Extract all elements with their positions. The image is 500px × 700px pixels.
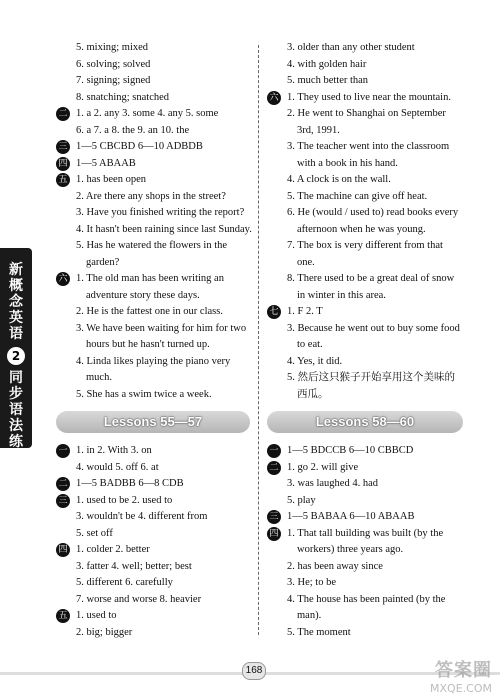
answer-line: [267, 460, 463, 477]
answer-line: [56, 189, 250, 206]
answer-line: [267, 625, 463, 642]
answer-text: garden?: [86, 256, 120, 268]
answer-line: [56, 542, 250, 559]
answer-line: [56, 106, 250, 123]
section-marker: 一: [267, 444, 281, 458]
answer-text: 7. signing; signed: [76, 75, 151, 86]
answer-line: [56, 139, 250, 156]
answer-text: 1. That tall building was built (by the: [287, 527, 444, 539]
answer-text: 3. Because he went out to buy some food: [287, 322, 460, 334]
side-tab-char: 语: [9, 402, 23, 418]
answer-text: 1. They used to live near the mountain.: [287, 91, 451, 103]
answer-text: much.: [86, 372, 112, 383]
answer-text: 5. different 6. carefully: [76, 577, 173, 588]
answer-text: 4. with golden hair: [287, 58, 367, 70]
answer-text: 1—5 CBCBD 6—10 ADBDB: [76, 141, 203, 152]
answer-text: 5. She has a swim twice a week.: [76, 388, 212, 400]
answer-line: [267, 387, 463, 404]
answer-text: 4. Yes, it did.: [287, 355, 343, 367]
answer-text: 1—5 ABAAB: [76, 157, 136, 169]
answer-line: [56, 337, 250, 354]
answer-text: 4. It hasn't been raining since last Sunday.: [76, 223, 252, 235]
answer-line: [267, 73, 463, 90]
section-marker: 三: [56, 140, 70, 154]
answer-line: [56, 625, 250, 642]
answer-line: [56, 271, 250, 288]
answer-line: [267, 443, 463, 460]
answer-line: [56, 172, 250, 189]
answer-text: afternoon when he was young.: [297, 223, 426, 235]
left-column: [56, 40, 250, 641]
answer-line: [56, 57, 250, 74]
answer-text: 3. was laughed 4. had: [287, 478, 378, 489]
answer-text: 1. The old man has been writing an: [76, 273, 224, 284]
answer-line: [56, 526, 250, 543]
answer-text: 1. go 2. will give: [287, 461, 359, 473]
answer-text: 8. There used to be a great deal of snow: [287, 273, 455, 284]
side-tab-char: 念: [9, 294, 23, 310]
answer-line: [56, 288, 250, 305]
right-column: [267, 40, 463, 641]
answer-line: [267, 106, 463, 123]
right-upper-answers: [267, 40, 463, 403]
answer-text: 1—5 BDCCB 6—10 CBBCD: [287, 445, 414, 456]
answer-text: 5. mixing; mixed: [76, 42, 149, 53]
section-marker: 六: [267, 91, 281, 105]
answer-text: 3. The teacher went into the classroom: [287, 141, 450, 152]
answer-line: [267, 222, 463, 239]
answer-text: 3. We have been waiting for him for two: [76, 322, 247, 334]
answer-text: 1. a 2. any 3. some 4. any 5. some: [76, 108, 219, 119]
side-tab-subtitle: [9, 370, 23, 466]
answer-line: [56, 205, 250, 222]
answer-line: [56, 40, 250, 57]
answer-line: [267, 370, 463, 387]
answer-line: [267, 337, 463, 354]
answer-line: [267, 575, 463, 592]
answer-text: 4. would 5. off 6. at: [76, 461, 159, 473]
answer-text: 1. F 2. T: [287, 306, 323, 317]
answer-text: man).: [297, 610, 322, 621]
left-upper-answers: [56, 40, 250, 403]
answer-text: one.: [297, 256, 315, 268]
answer-text: 1. used to be 2. used to: [76, 494, 173, 506]
answer-text: 5. The moment: [287, 626, 351, 638]
answer-text: 6. He (would / used to) read books every: [287, 207, 459, 218]
answer-line: [56, 592, 250, 609]
answer-line: [56, 387, 250, 404]
answer-line: [56, 222, 250, 239]
answer-text: 5. much better than: [287, 75, 369, 86]
answer-text: 3. Have you finished writing the report?: [76, 207, 245, 218]
answer-line: [267, 526, 463, 543]
side-tab-char: 步: [9, 386, 23, 402]
answer-line: [267, 40, 463, 57]
answer-text: 6. a 7. a 8. the 9. an 10. the: [76, 124, 190, 136]
answer-text: 5. The machine can give off heat.: [287, 190, 428, 202]
answer-line: [267, 304, 463, 321]
answer-line: [267, 57, 463, 74]
section-marker: 二: [56, 477, 70, 491]
answer-line: [56, 90, 250, 107]
section-marker: 四: [56, 157, 70, 171]
answer-line: [267, 592, 463, 609]
answer-line: [267, 271, 463, 288]
answer-text: 5. set off: [76, 527, 113, 539]
answer-text: 3. older than any other student: [287, 42, 415, 53]
answer-line: [267, 288, 463, 305]
answer-text: hours but he hasn't turned up.: [86, 339, 210, 350]
section-marker: 五: [56, 609, 70, 623]
answer-text: 西瓜。: [297, 388, 329, 400]
side-tab-char: 习: [9, 450, 23, 466]
answer-line: [56, 123, 250, 140]
answer-text: workers) three years ago.: [297, 544, 404, 555]
answer-text: in winter in this area.: [297, 289, 386, 301]
watermark-top: 答案圈: [435, 660, 492, 681]
section-marker: 一: [56, 444, 70, 458]
left-lower-answers: [56, 443, 250, 641]
answer-line: [267, 509, 463, 526]
answer-text: 3. He; to be: [287, 577, 336, 588]
lessons-58-60-header: Lessons 58—60: [267, 411, 463, 433]
answer-text: 2. He is the fattest one in our class.: [76, 306, 223, 317]
answer-text: 2. Are there any shops in the street?: [76, 190, 226, 202]
answer-line: [267, 189, 463, 206]
section-marker: 三: [56, 494, 70, 508]
column-divider: [258, 45, 259, 635]
answer-line: [56, 559, 250, 576]
answer-text: 1. colder 2. better: [76, 544, 150, 555]
answer-line: [267, 172, 463, 189]
answer-line: [267, 90, 463, 107]
answer-text: 4. The house has been painted (by the: [287, 593, 446, 605]
section-marker: 六: [56, 272, 70, 286]
answer-line: [267, 255, 463, 272]
answer-line: [56, 73, 250, 90]
answer-line: [267, 354, 463, 371]
answer-text: 1. in 2. With 3. on: [76, 445, 152, 456]
answer-line: [56, 443, 250, 460]
answer-text: 1—5 BABAA 6—10 ABAAB: [287, 511, 415, 522]
answer-line: [267, 123, 463, 140]
answer-line: [56, 304, 250, 321]
answer-text: 5. play: [287, 494, 316, 506]
answer-line: [267, 321, 463, 338]
side-tab-char: 语: [9, 326, 23, 342]
answer-line: [56, 354, 250, 371]
answer-text: 1—5 BADBB 6—8 CDB: [76, 478, 184, 489]
answer-line: [56, 460, 250, 477]
side-tab-char: 同: [9, 370, 23, 386]
answer-line: [56, 608, 250, 625]
answer-text: 1. used to: [76, 610, 117, 621]
side-tab-char: 新: [9, 262, 23, 278]
answer-text: 5. Has he watered the flowers in the: [76, 240, 228, 251]
answer-text: 6. solving; solved: [76, 58, 151, 70]
answer-line: [56, 321, 250, 338]
answer-line: [56, 509, 250, 526]
answer-line: [56, 370, 250, 387]
side-tab-char: 练: [9, 434, 23, 450]
answer-text: 2. He went to Shanghai on September: [287, 108, 446, 119]
answer-line: [56, 255, 250, 272]
answer-line: [56, 493, 250, 510]
section-marker: 五: [56, 173, 70, 187]
answer-text: 1. has been open: [76, 174, 146, 185]
side-tab-char: 法: [9, 418, 23, 434]
section-marker: 三: [267, 510, 281, 524]
answer-text: with a book in his hand.: [297, 157, 398, 169]
answer-text: 2. big; bigger: [76, 626, 133, 638]
answer-text: 3. fatter 4. well; better; best: [76, 560, 192, 572]
watermark-logo: [402, 656, 492, 696]
answer-line: [267, 238, 463, 255]
answer-text: 8. snatching; snatched: [76, 91, 170, 103]
answer-line: [267, 205, 463, 222]
side-tab-char: 英: [9, 310, 23, 326]
answer-text: 3rd, 1991.: [297, 124, 340, 136]
section-marker: 二: [267, 461, 281, 475]
answer-line: [56, 156, 250, 173]
answer-line: [267, 139, 463, 156]
watermark-bottom: MXQE.COM: [430, 682, 492, 695]
side-tab-number: 2: [7, 347, 25, 365]
answer-text: 2. has been away since: [287, 560, 383, 572]
right-lower-answers: [267, 443, 463, 641]
answer-text: adventure story these days.: [86, 289, 200, 301]
answer-line: [56, 238, 250, 255]
answer-line: [267, 493, 463, 510]
answer-line: [267, 608, 463, 625]
lessons-55-57-header: Lessons 55—57: [56, 411, 250, 433]
section-marker: 七: [267, 305, 281, 319]
answer-line: [56, 476, 250, 493]
answer-text: 4. Linda likes playing the piano very: [76, 355, 231, 367]
answer-line: [267, 559, 463, 576]
answer-text: to eat.: [297, 339, 323, 350]
section-marker: 四: [56, 543, 70, 557]
side-tab: [0, 248, 32, 466]
answer-line: [267, 542, 463, 559]
answer-line: [267, 156, 463, 173]
answer-text: 4. A clock is on the wall.: [287, 174, 391, 185]
answer-text: 5. 然后这只猴子开始享用这个美味的: [287, 372, 455, 383]
side-tab-char: 概: [9, 278, 23, 294]
page-number: 168: [242, 662, 266, 680]
answer-line: [56, 575, 250, 592]
answer-text: 7. The box is very different from that: [287, 240, 443, 251]
section-marker: 四: [267, 527, 281, 541]
side-tab-title: [9, 262, 23, 342]
answer-text: 7. worse and worse 8. heavier: [76, 593, 202, 605]
answer-text: 3. wouldn't be 4. different from: [76, 511, 208, 522]
section-marker: 二: [56, 107, 70, 121]
answer-line: [267, 476, 463, 493]
